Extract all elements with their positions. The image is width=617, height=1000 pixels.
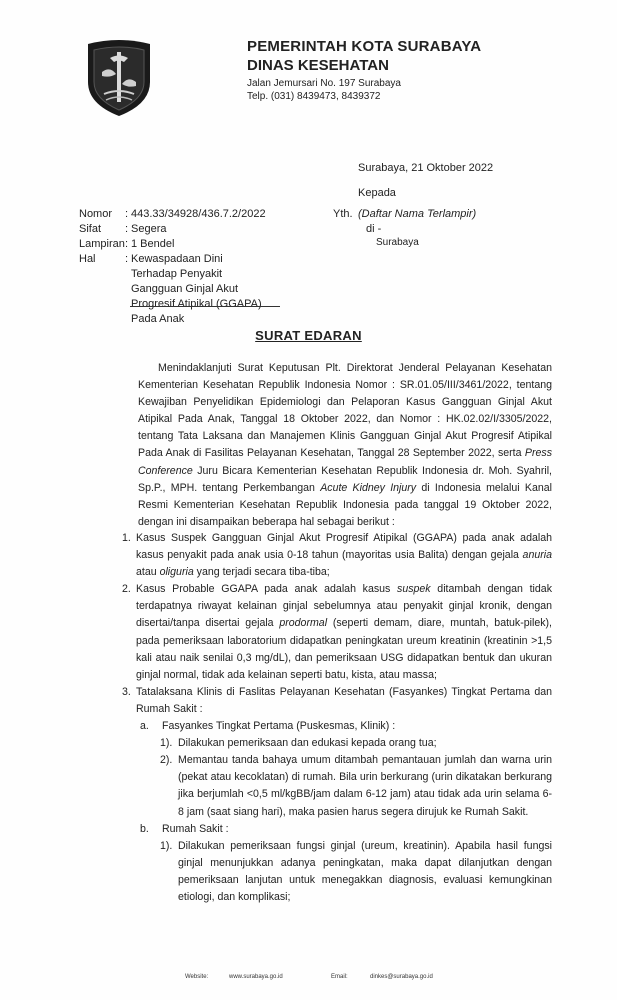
government-name: PEMERINTAH KOTA SURABAYA xyxy=(247,38,482,55)
list-number: 3. xyxy=(122,685,131,698)
sub-sub-text: Dilakukan pemeriksaan dan edukasi kepada orang tua; xyxy=(178,737,437,750)
meta-value: Segera xyxy=(131,223,167,235)
sub-sub-list-item xyxy=(160,752,552,820)
item-text: (seperti demam, diare, muntah, batuk-pilek), pada pemeriksaan laboratorium didapatkan peningkatan ureum kreatinin (kreatinin >1,5 kali atau naik senilai 0,3 mg/dL), dan pemeriksaan USG didapatkan bentuk dan ukuran ginjal normal, tidak ada kelainan seperti batu, kista, atau massa; xyxy=(136,617,553,681)
meta-sep: : xyxy=(125,238,129,250)
meta-row-sifat xyxy=(79,222,271,237)
sub-sub-list-item xyxy=(160,838,552,906)
footer-email: dinkes@surabaya.go.id xyxy=(370,974,433,980)
sub-list-letter: a. xyxy=(140,720,149,733)
sub-sub-number: 1). xyxy=(160,737,173,750)
sub-list-letter: b. xyxy=(140,822,149,835)
sub-item-text: Fasyankes Tingkat Pertama (Puskesmas, Klinik) : xyxy=(162,720,396,733)
item-text: yang terjadi secara tiba-tiba; xyxy=(193,566,330,579)
letterhead xyxy=(247,38,481,102)
document-title: SURAT EDARAN xyxy=(255,328,362,343)
item-text: Tatalaksana Klinis di Faslitas Pelayanan Kesehatan (Fasyankes) Tingkat Pertama dan Rumah Sakit : xyxy=(136,685,552,715)
item-emphasis: oliguria xyxy=(159,566,194,579)
item-emphasis: anuria xyxy=(522,549,552,562)
sub-sub-text: Memantau tanda bahaya umum ditambah pemantauan jumlah dan warna urin (pekat atau kecoklatan) di rumah. Bila urin berkurang (urin dikatakan berkurang jika berjumlah <0,5 ml/kgBB/jam dalam 6-12 jam) atau tidak ada urin selama 6-8 jam (saat siang hari), maka pasien harus segera dirujuk ke Rumah Sakit. xyxy=(178,754,552,818)
footer-email-label: Email: xyxy=(331,974,348,980)
sub-sub-number: 1). xyxy=(160,839,173,852)
intro-paragraph xyxy=(138,360,552,531)
meta-key: Lampiran xyxy=(79,238,125,250)
item-text: ditambah dengan tidak terdapatnya riwayat kelainan ginjal sebelumnya atau penyakit ginjal kronik, dengan disertai/tanpa disertai gejala xyxy=(136,583,552,630)
department-name: DINAS KESEHATAN xyxy=(247,57,389,74)
kepada-label: Kepada xyxy=(358,187,396,199)
sub-sub-text: Dilakukan pemeriksaan fungsi ginjal (ureum, kreatinin). Apabila hasil fungsi ginjal menunjukkan adanya peningkatan, maka dapat dilanjutkan dengan pemeriksaan lanjutan untuk menegakkan diagnosis, evaluasi kemungkinan etiologi, dan komplikasi; xyxy=(178,839,552,903)
list-item xyxy=(122,530,552,581)
addressee-city: Surabaya xyxy=(376,237,419,248)
meta-key: Nomor xyxy=(79,208,113,220)
di-label: di - xyxy=(366,223,382,235)
sub-list-item xyxy=(140,718,552,735)
meta-key: Sifat xyxy=(79,223,102,235)
list-number: 1. xyxy=(122,532,131,544)
intro-text: di Indonesia melalui Kanal Resmi Kementerian Kesehatan Republik Indonesia pada tanggal 19 Oktober 2022, dengan ini disampaikan beberapa hal sebagai berikut : xyxy=(138,481,552,528)
item-text: Kasus Suspek Gangguan Ginjal Akut Progresif Atipikal (GGAPA) pada anak adalah kasus penyakit pada anak usia 0-18 tahun (mayoritas usia Balita) dengan gejala xyxy=(136,532,552,562)
item-text: Kasus Probable GGAPA pada anak adalah kasus xyxy=(136,583,398,596)
meta-row-nomor xyxy=(79,207,271,222)
list-item xyxy=(122,684,552,718)
meta-sep: : xyxy=(125,253,129,265)
meta-value: 1 Bendel xyxy=(131,238,175,250)
sub-list-item xyxy=(140,821,552,838)
sub-item-text: Rumah Sakit : xyxy=(162,822,229,835)
meta-value: Kewaspadaan Dini Terhadap Penyakit Gangguan Ginjal Akut Progresif Atipikal (GGAPA) Pada Anak xyxy=(131,253,262,325)
phone: Telp. (031) 8439473, 8439372 xyxy=(247,91,381,102)
item-emphasis: suspek xyxy=(397,583,431,596)
meta-sep: : xyxy=(125,223,129,235)
letter-meta xyxy=(79,207,271,327)
list-number: 2. xyxy=(122,583,131,596)
item-text: atau xyxy=(136,566,160,579)
points-list xyxy=(122,530,552,906)
address: Jalan Jemursari No. 197 Surabaya xyxy=(247,78,401,89)
subject-underline xyxy=(130,306,280,307)
item-emphasis: prodormal xyxy=(279,617,328,630)
meta-sep: : xyxy=(125,208,129,220)
footer-website-label: Website: xyxy=(185,974,209,980)
list-item xyxy=(122,581,552,684)
surabaya-city-emblem-icon xyxy=(80,38,158,118)
meta-key: Hal xyxy=(79,253,96,265)
place-date: Surabaya, 21 Oktober 2022 xyxy=(358,162,494,174)
addressee-name: (Daftar Nama Terlampir) xyxy=(358,208,477,220)
intro-text: Menindaklanjuti Surat Keputusan Plt. Direktorat Jenderal Pelayanan Kesehatan Kementerian Kesehatan Republik Indonesia Nomor : SR.01.05/III/3461/2022, tentang Kewajiban Penyelidikan Epidemiologi dan Pelaporan Kasus Gangguan Ginjal Akut Atipikal Pada Anak, Tanggal 18 Oktober 2022, dan Nomor : HK.02.02/I/3305/2022, tentang Tata Laksana dan Manajemen Klinis Gangguan Ginjal Akut Progresif Atipikal Pada Anak di Fasilitas Pelayanan Kesehatan, Tanggal 28 September 2022, serta xyxy=(138,362,552,460)
intro-emphasis: Acute Kidney Injury xyxy=(320,481,417,494)
meta-row-hal xyxy=(79,252,271,327)
intro-text: Juru Bicara Kementerian Kesehatan Republik Indonesia dr. Moh. Syahril, Sp.P., MPH. tentang Perkembangan xyxy=(138,464,552,494)
yth-label: Yth. xyxy=(333,208,353,220)
intro-emphasis: Press Conference xyxy=(138,447,552,477)
footer-website: www.surabaya.go.id xyxy=(229,974,283,980)
sub-sub-list-item xyxy=(160,735,552,752)
meta-row-lampiran xyxy=(79,237,271,252)
meta-value: 443.33/34928/436.7.2/2022 xyxy=(131,208,266,220)
sub-sub-number: 2). xyxy=(160,754,173,767)
